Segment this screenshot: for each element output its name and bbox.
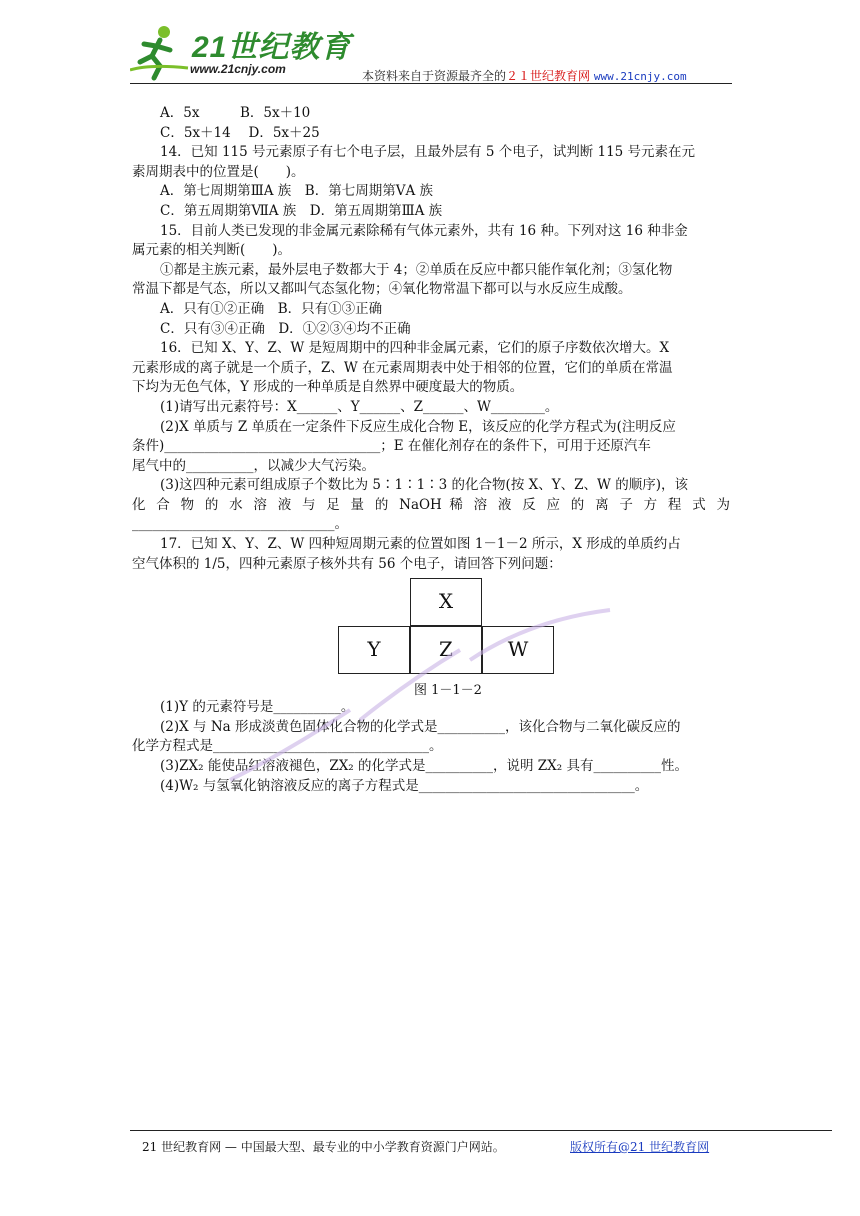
header-source-note: [362, 67, 687, 84]
header-divider: [130, 83, 732, 84]
periodic-table-figure: [132, 578, 730, 698]
text-line: (1)请写出元素符号：X______、Y______、Z______、W________。: [160, 398, 559, 415]
text-line: 元素形成的离子就是一个质子，Z、W 在元素周期表中处于相邻的位置，它们的单质在常温: [132, 359, 673, 376]
text-line: 属元素的相关判断( )。: [132, 242, 292, 259]
cell-z: Z: [410, 626, 482, 674]
cell-w: W: [482, 626, 554, 674]
question-17: 17．已知 X、Y、Z、W 四种短周期元素的位置如图 1－1－2 所示，X 形成的单质约占: [160, 536, 681, 553]
footer-slogan: 21 世纪教育网 — 中国最大型、最专业的中小学教育资源门户网站。: [142, 1140, 505, 1154]
footer-copyright-link[interactable]: 版权所有@21 世纪教育网: [570, 1140, 710, 1154]
text-line: C．5x＋14 D．5x＋25: [160, 124, 320, 141]
site-logo[interactable]: [130, 22, 360, 84]
question-15: 15．目前人类已发现的非金属元素除稀有气体元素外，共有 16 种。下列对这 16 种非金: [160, 222, 688, 239]
document-body: [132, 104, 730, 796]
text-line: 常温下都是气态，所以又都叫气态氢化物；④氧化物常温下都可以与水反应生成酸。: [132, 281, 632, 298]
text-line: (3)ZX₂ 能使品红溶液褪色，ZX₂ 的化学式是__________，说明 ZX₂ 具有__________性。: [160, 758, 688, 775]
question-16: 16．已知 X、Y、Z、W 是短周期中的四种非金属元素，它们的原子序数依次增大。X: [160, 340, 670, 357]
text-line: ______________________________。: [132, 516, 348, 533]
text-line: (3)这四种元素可组成原子个数比为 5∶1∶1∶3 的化合物(按 X、Y、Z、W 的顺序)，该: [160, 477, 688, 494]
text-line: 化 合 物 的 水 溶 液 与 足 量 的 NaOH 稀 溶 液 反 应 的 离 子 方 程 式 为: [132, 496, 730, 513]
footer-divider: [130, 1130, 832, 1131]
text-line: ①都是主族元素，最外层电子数都大于 4；②单质在反应中都只能作氧化剂；③氢化物: [160, 261, 673, 278]
logo-text: 21世纪教育: [192, 31, 352, 64]
text-line: (2)X 与 Na 形成淡黄色固体化合物的化学式是__________，该化合物与二氧化碳反应的: [160, 718, 681, 735]
figure-caption: 图 1－1－2: [414, 683, 482, 699]
text-line: 下均为无色气体，Y 形成的一种单质是自然界中硬度最大的物质。: [132, 379, 524, 396]
text-line: (1)Y 的元素符号是__________。: [160, 699, 355, 716]
page-header: [0, 0, 860, 90]
text-line: 条件)________________________________；E 在催化剂存在的条件下，可用于还原汽车: [132, 438, 651, 455]
question-14: 14．已知 115 号元素原子有七个电子层，且最外层有 5 个电子，试判断 115 号元素在元: [160, 144, 696, 161]
header-site-url[interactable]: www.21cnjy.com: [593, 70, 687, 83]
text-line: 尾气中的__________，以减少大气污染。: [132, 457, 375, 474]
logo-url: www.21cnjy.com: [190, 62, 286, 76]
text-line: C．第五周期第ⅦA 族 D．第五周期第ⅢA 族: [160, 202, 443, 219]
cell-y: Y: [338, 626, 410, 674]
runner-logo-icon: [130, 22, 190, 82]
text-line: A．只有①②正确 B．只有①③正确: [160, 300, 383, 317]
text-line: A．5x B．5x＋10: [160, 105, 311, 121]
text-line: (4)W₂ 与氢氧化钠溶液反应的离子方程式是________________________________。: [160, 777, 649, 794]
text-line: C．只有③④正确 D．①②③④均不正确: [160, 320, 411, 337]
text-line: 素周期表中的位置是( )。: [132, 163, 305, 180]
text-line: 空气体积的 1/5，四种元素原子核外共有 56 个电子，请回答下列问题：: [132, 555, 562, 572]
header-site-name[interactable]: ２１世纪教育网: [506, 69, 591, 83]
cell-x: X: [410, 578, 482, 626]
text-line: 化学方程式是________________________________。: [132, 738, 443, 755]
header-note-prefix: 本资料来自于资源最齐全的: [362, 69, 507, 83]
text-line: A．第七周期第ⅢA 族 B．第七周期第ⅤA 族: [160, 183, 434, 200]
text-line: (2)X 单质与 Z 单质在一定条件下反应生成化合物 E，该反应的化学方程式为(注明反应: [160, 418, 676, 435]
